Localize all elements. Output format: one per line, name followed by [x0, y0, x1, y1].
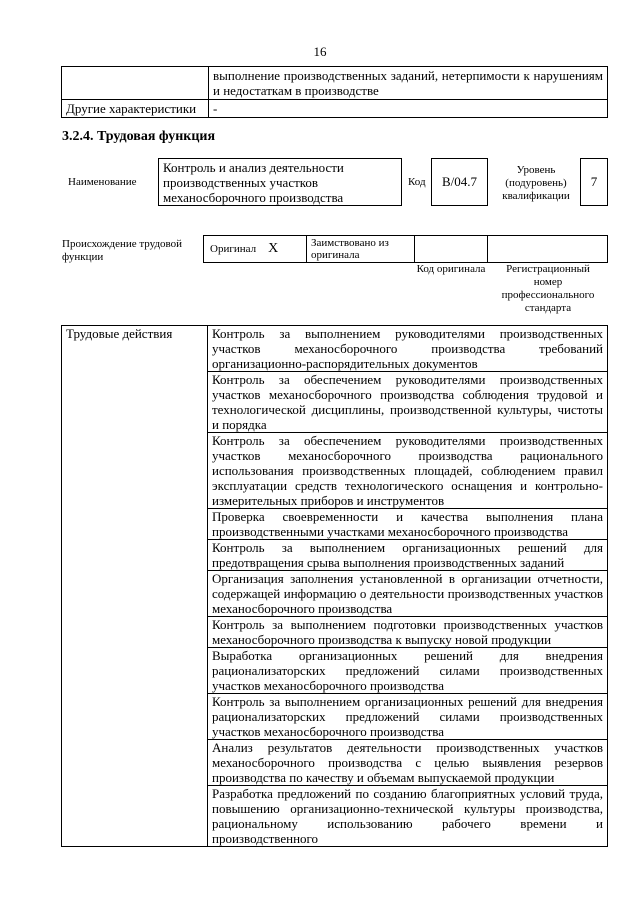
- labor-action-item: Контроль за выполнением подготовки производственных участков механосборочного производства к выпуску новой продукции: [208, 617, 608, 648]
- function-code-value: В/04.7: [431, 158, 488, 206]
- labor-action-item: Разработка предложений по созданию благоприятных условий труда, повышению организационно-технической культуры производства, рациональному использованию рабочего времени и производственного: [208, 786, 608, 847]
- characteristics-text: выполнение производственных заданий, нетерпимости к нарушениям и недостаткам в производстве: [209, 67, 608, 100]
- table-row: [62, 100, 608, 118]
- labor-action-item: Контроль за выполнением организационных решений для предотвращения срыва выполнения производственных заданий: [208, 540, 608, 571]
- labor-action-item: Организация заполнения установленной в организации отчетности, содержащей информацию о деятельности производственных участков механосборочного производства: [208, 571, 608, 617]
- function-name-value: Контроль и анализ деятельности производственных участков механосборочного производства: [158, 158, 402, 206]
- labor-actions-label: Трудовые действия: [62, 326, 208, 847]
- original-label: Оригинал: [210, 243, 257, 255]
- labor-actions-table: [61, 325, 608, 847]
- other-characteristics-label: Другие характеристики: [62, 100, 209, 118]
- labor-action-item: Проверка своевременности и качества выполнения плана производственными участками механосборочного производства: [208, 509, 608, 540]
- name-label: Наименование: [68, 176, 137, 188]
- level-label: Уровень (подуровень) квалификации: [502, 164, 570, 202]
- characteristics-table: [61, 66, 608, 118]
- table-row: [62, 326, 608, 372]
- labor-action-item: Контроль за выполнением руководителями производственных участков механосборочного производства требований организационно-распорядительных документов: [208, 326, 608, 372]
- table-cell-empty: [62, 67, 209, 100]
- origin-label: Происхождение трудовой функции: [62, 238, 183, 263]
- original-code-cell: [414, 235, 488, 263]
- registration-number-cell: [487, 235, 608, 263]
- labor-action-item: Контроль за обеспечением руководителями производственных участков механосборочного производства соблюдения трудовой и технологической дисциплины, производственной культуры, чистоты и порядка: [208, 372, 608, 433]
- original-mark: X: [268, 241, 279, 256]
- labor-action-item: Анализ результатов деятельности производственных участков механосборочного производства с целью выявления резервов производства по качеству и объемам выпускаемой продукции: [208, 740, 608, 786]
- table-row: [62, 67, 608, 100]
- page-number: 16: [313, 44, 327, 59]
- level-value: 7: [580, 158, 608, 206]
- labor-action-item: Контроль за обеспечением руководителями производственных участков механосборочного производства рационального использования производственных площадей, соблюдением правил эксплуатации средств технологического оснащения и контрольно-измерительных приборов и инструментов: [208, 433, 608, 509]
- borrowed-label: Заимствовано из оригинала: [306, 235, 415, 263]
- labor-action-item: Контроль за выполнением организационных решений для внедрения рационализаторских предложений силами производственных участков механосборочного производства: [208, 694, 608, 740]
- registration-number-caption: Регистрационный номер профессионального стандарта: [501, 263, 595, 314]
- other-characteristics-value: -: [209, 100, 608, 118]
- code-label: Код: [408, 176, 426, 188]
- code-original-caption: Код оригинала: [416, 263, 486, 275]
- original-cell: [203, 235, 307, 263]
- section-title: 3.2.4. Трудовая функция: [62, 129, 216, 144]
- labor-action-item: Выработка организационных решений для внедрения рационализаторских предложений силами производственных участков механосборочного производства: [208, 648, 608, 694]
